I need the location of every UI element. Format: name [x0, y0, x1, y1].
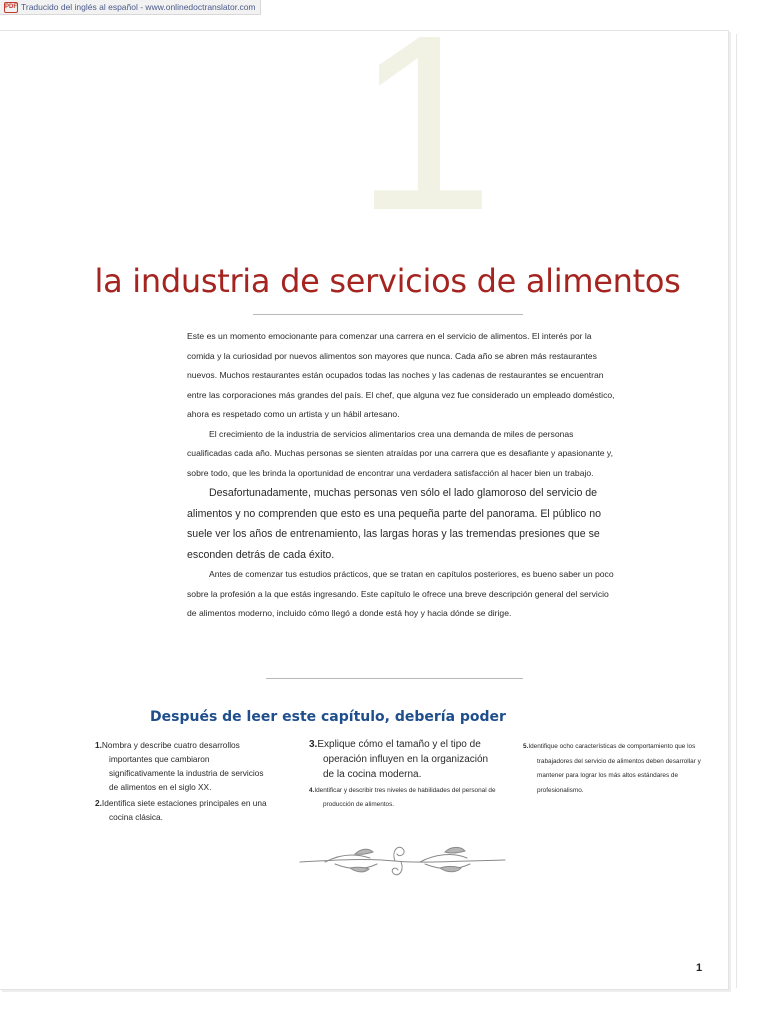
objectives-column-1	[95, 738, 275, 826]
intro-paragraph-2: El crecimiento de la industria de servicios alimentarios crea una demanda de miles de personas cualificadas cada año. Muchas personas se sienten atraídas por una carrera que es desafiante y apasionante y, sobre todo, que les brinda la oportunidad de encontrar una verdadera satisfacción al hacer bien un trabajo.	[187, 428, 613, 478]
objective-text: Identifique ocho características de comportamiento que los trabajadores del servicio de alimentos deben desarrollar y mantener para lograr los más altos estándares de profesionalismo.	[528, 743, 701, 794]
objective-item-1	[95, 738, 275, 794]
chapter-number: 1	[355, 0, 495, 262]
objective-number: 4.	[309, 787, 315, 794]
objectives-column-3	[523, 740, 713, 800]
intro-text	[187, 327, 617, 624]
objective-item-3	[309, 737, 499, 782]
objectives-column-2	[309, 737, 499, 814]
intro-paragraph-4: Antes de comenzar tus estudios prácticos, que se tratan en capítulos posteriores, es bueno saber un poco sobre la profesión a la que estás ingresando. Este capítulo le ofrece una breve descripción general del servicio de alimentos moderno, incluido cómo llegó a donde está hoy y hacia dónde se dirige.	[187, 569, 614, 618]
objective-number: 5.	[523, 743, 529, 750]
objective-text: Nombra y describe cuatro desarrollos importantes que cambiaron significativamente la industria de servicios de alimentos en el siglo XX.	[101, 740, 264, 792]
objective-item-2	[95, 796, 275, 824]
intro-paragraph-3: Desafortunadamente, muchas personas ven sólo el lado glamoroso del servicio de alimentos y no comprenden que esto es una pequeña parte del panorama. El público no suele ver los años de entrenamiento, las largas horas y las tremendas presiones que se esconden detrás de cada éxito.	[187, 487, 602, 561]
objectives-heading: Después de leer este capítulo, debería poder	[150, 709, 506, 725]
pdf-translate-icon: PDF	[4, 2, 18, 13]
objective-text: Identifica siete estaciones principales en una cocina clásica.	[101, 798, 267, 822]
floral-divider-ornament	[295, 840, 510, 882]
objective-item-4	[309, 784, 499, 812]
objective-number: 3.	[309, 739, 318, 750]
objective-item-5	[523, 740, 713, 798]
objective-text: Identificar y describir tres niveles de habilidades del personal de producción de alimentos.	[314, 787, 496, 808]
objective-number: 1.	[95, 740, 102, 750]
page-stack-edge	[736, 34, 737, 988]
title-divider	[253, 314, 523, 315]
translator-banner-text[interactable]: Traducido del inglés al español - www.onlinedoctranslator.com	[21, 2, 256, 12]
objective-number: 2.	[95, 798, 102, 808]
translator-banner[interactable]	[0, 0, 261, 15]
page-number: 1	[696, 962, 703, 974]
chapter-title: la industria de servicios de alimentos	[94, 262, 681, 300]
intro-paragraph-1: Este es un momento emocionante para comenzar una carrera en el servicio de alimentos. El interés por la comida y la curiosidad por nuevos alimentos son mayores que nunca. Cada año se abren más restaurantes nuevos. Muchos restaurantes están ocupados todas las noches y las cadenas de restaurantes se encuentran entre las corporaciones más grandes del país. El chef, que alguna vez fue considerado un empleado doméstico, ahora es respetado como un artista y un hábil artesano.	[187, 331, 615, 419]
section-divider	[266, 678, 523, 679]
objective-text: Explique cómo el tamaño y el tipo de operación influyen en la organización de la cocina moderna.	[317, 739, 489, 780]
